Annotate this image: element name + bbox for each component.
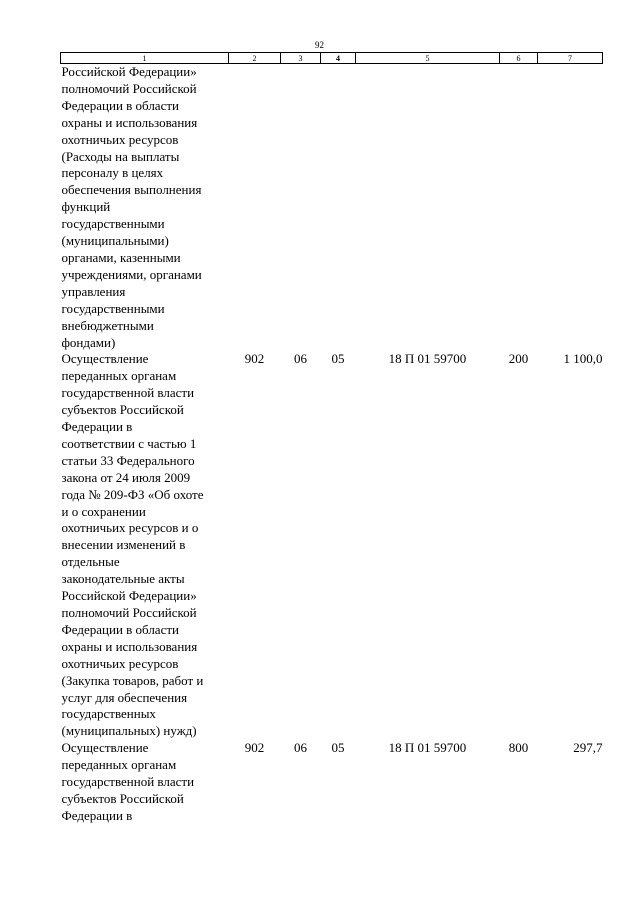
item-name-line: Российской Федерации» [61, 64, 197, 79]
item-name-line: государственными [61, 216, 165, 232]
item-name-line: (муниципальных) нужд) [61, 723, 197, 739]
item-name-line: переданных органам [61, 368, 177, 384]
column-number: 6 [500, 53, 538, 64]
expense-type-code: 200 [508, 351, 529, 367]
item-name-line: законодательные акты [61, 571, 185, 587]
item-name-line: Федерации в [61, 419, 133, 435]
item-name-line: Федерации в [61, 807, 133, 823]
column-number-row [61, 53, 603, 64]
amount [538, 64, 603, 352]
column-number: 7 [538, 53, 603, 64]
item-name-line: Федерации в области [61, 621, 179, 637]
column-number: 2 [229, 53, 281, 64]
expense-type-code [500, 64, 538, 352]
amount: 297,7 [573, 740, 603, 756]
item-name-line: (Закупка товаров, работ и [61, 672, 204, 688]
item-name-line: полномочий Российской [61, 80, 197, 96]
column-number: 1 [61, 53, 229, 64]
amount: 1 100,0 [563, 351, 603, 367]
target-article-code: 18 П 01 59700 [388, 740, 467, 756]
item-name-line: переданных органам [61, 757, 177, 773]
subsection-code [321, 64, 356, 352]
item-name-line: персоналу в целях [61, 165, 164, 181]
item-name-line: государственной власти [61, 385, 195, 401]
item-name-line: внесении изменений в [61, 537, 186, 553]
ministry-code [229, 64, 281, 352]
item-name-line: охотничьих ресурсов [61, 131, 179, 147]
item-name-line: фондами) [61, 334, 116, 350]
section-code: 06 [294, 740, 307, 756]
item-name-line: (муниципальными) [61, 233, 169, 249]
item-name-line: органами, казенными [61, 249, 181, 265]
item-name [61, 64, 229, 352]
item-name-line: государственной власти [61, 774, 195, 790]
item-name-line: обеспечения выполнения [61, 182, 202, 198]
section-code [281, 64, 321, 352]
item-name [61, 740, 229, 825]
item-name-line: услуг для обеспечения [61, 689, 188, 705]
item-name-line: охраны и использования [61, 114, 198, 130]
item-name-line: государственными [61, 300, 165, 316]
target-article-code: 18 П 01 59700 [388, 351, 467, 367]
item-name-line: закона от 24 июля 2009 [61, 469, 191, 485]
item-name-line: учреждениями, органами [61, 266, 202, 282]
ministry-code: 902 [244, 351, 265, 367]
target-article-code [356, 64, 500, 352]
item-name-line: управления [61, 283, 126, 299]
item-name-line: года № 209-ФЗ «Об охоте [61, 486, 204, 502]
table-row [61, 740, 603, 825]
item-name-line: (Расходы на выплаты [61, 148, 180, 164]
item-name-line: государственных [61, 706, 156, 722]
item-name-line: статьи 33 Федерального [61, 452, 195, 468]
item-name-line: Осуществление [61, 351, 149, 367]
column-number: 4 [321, 53, 356, 64]
item-name [61, 351, 229, 740]
budget-table [60, 52, 603, 825]
table-row [61, 351, 603, 740]
item-name-line: субъектов Российской [61, 790, 184, 806]
expense-type-code: 800 [508, 740, 529, 756]
subsection-code: 05 [331, 351, 345, 367]
page-number: 92 [315, 40, 324, 50]
item-name-line: полномочий Российской [61, 605, 197, 620]
item-name-line: соответствии с частью 1 [61, 435, 197, 451]
item-name-line: Осуществление [61, 740, 149, 756]
table-row [61, 64, 603, 352]
column-number: 3 [281, 53, 321, 64]
subsection-code: 05 [331, 740, 345, 756]
section-code: 06 [294, 351, 307, 367]
item-name-line: охотничьих ресурсов и о [61, 520, 199, 536]
item-name-line: внебюджетными [61, 317, 154, 333]
ministry-code: 902 [244, 740, 265, 756]
item-name-line: охотничьих ресурсов [61, 655, 179, 671]
item-name-line: Российской Федерации» [61, 588, 197, 604]
item-name-line: отдельные [61, 554, 120, 570]
item-name-line: охраны и использования [61, 638, 198, 654]
column-number: 5 [356, 53, 500, 64]
item-name-line: и о сохранении [61, 503, 146, 519]
item-name-line: Федерации в области [61, 97, 179, 113]
item-name-line: функций [61, 199, 111, 215]
item-name-line: субъектов Российской [61, 402, 184, 418]
